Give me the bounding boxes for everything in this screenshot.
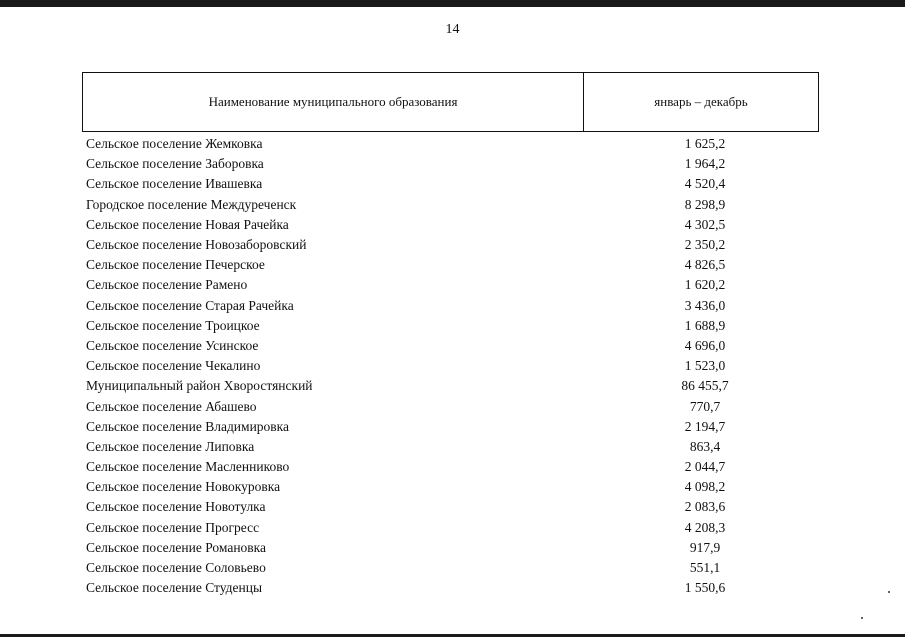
table-row xyxy=(86,437,819,457)
period-value: 863,4 xyxy=(689,438,721,454)
period-value: 4 826,5 xyxy=(684,257,726,273)
municipality-name: Сельское поселение Жемковка xyxy=(86,136,263,152)
table-row xyxy=(86,558,819,578)
table-row xyxy=(86,215,819,235)
table-row xyxy=(86,376,819,396)
period-value: 1 523,0 xyxy=(684,358,726,374)
municipality-name: Сельское поселение Абашево xyxy=(86,398,257,414)
municipality-name: Сельское поселение Новотулка xyxy=(86,499,266,515)
scan-speck xyxy=(861,617,863,619)
bottom-scan-border xyxy=(0,634,905,637)
table-row xyxy=(86,417,819,437)
period-value: 4 520,4 xyxy=(684,176,726,192)
period-value: 8 298,9 xyxy=(684,196,726,212)
municipality-name: Сельское поселение Старая Рачейка xyxy=(86,297,294,313)
period-value: 1 620,2 xyxy=(684,277,726,293)
period-value: 4 208,3 xyxy=(684,519,726,535)
period-value: 2 194,7 xyxy=(684,418,726,434)
municipality-name: Сельское поселение Студенцы xyxy=(86,580,263,596)
municipality-name: Сельское поселение Романовка xyxy=(86,539,267,555)
period-value: 2 044,7 xyxy=(684,459,726,475)
period-value: 4 696,0 xyxy=(684,337,726,353)
table-header xyxy=(82,72,819,132)
table-row xyxy=(86,195,819,215)
table-row xyxy=(86,275,819,295)
period-value: 1 964,2 xyxy=(684,156,726,172)
period-value: 1 625,2 xyxy=(684,136,726,152)
period-value: 917,9 xyxy=(689,539,721,555)
table-row xyxy=(86,356,819,376)
period-value: 2 350,2 xyxy=(684,237,726,253)
table-row xyxy=(86,235,819,255)
table-row xyxy=(86,538,819,558)
table-row xyxy=(86,154,819,174)
period-value: 4 098,2 xyxy=(684,479,726,495)
municipality-name: Сельское поселение Соловьево xyxy=(86,560,266,576)
top-scan-border xyxy=(0,0,905,7)
period-value: 1 688,9 xyxy=(684,317,726,333)
table-body xyxy=(86,134,819,598)
municipality-name: Сельское поселение Заборовка xyxy=(86,156,264,172)
municipality-name: Муниципальный район Хворостянский xyxy=(86,378,313,394)
period-value: 4 302,5 xyxy=(684,216,726,232)
table-row xyxy=(86,578,819,598)
table-row xyxy=(86,316,819,336)
header-municipality-name: Наименование муниципального образования xyxy=(83,73,584,131)
municipality-name: Сельское поселение Липовка xyxy=(86,438,255,454)
municipality-name: Сельское поселение Рамено xyxy=(86,277,248,293)
municipality-name: Сельское поселение Троицкое xyxy=(86,317,260,333)
table-row xyxy=(86,477,819,497)
period-value: 3 436,0 xyxy=(684,297,726,313)
municipality-name: Сельское поселение Прогресс xyxy=(86,519,260,535)
table-row xyxy=(86,296,819,316)
municipality-name: Сельское поселение Печерское xyxy=(86,257,265,273)
header-period: январь – декабрь xyxy=(654,94,748,109)
period-value: 2 083,6 xyxy=(684,499,726,515)
municipality-name: Сельское поселение Новокуровка xyxy=(86,479,281,495)
municipality-name: Сельское поселение Ивашевка xyxy=(86,176,263,192)
municipality-name: Сельское поселение Новозаборовский xyxy=(86,237,307,253)
municipality-name: Сельское поселение Чекалино xyxy=(86,358,261,374)
table-row xyxy=(86,396,819,416)
period-value: 86 455,7 xyxy=(681,378,729,394)
period-value: 770,7 xyxy=(689,398,721,414)
municipality-name: Сельское поселение Усинское xyxy=(86,337,259,353)
municipality-name: Сельское поселение Масленниково xyxy=(86,459,290,475)
table-row xyxy=(86,134,819,154)
table-row xyxy=(86,336,819,356)
page-number: 14 xyxy=(445,22,460,37)
period-value: 1 550,6 xyxy=(684,580,726,596)
municipality-name: Городское поселение Междуреченск xyxy=(86,196,297,212)
period-value: 551,1 xyxy=(689,560,721,576)
table-row xyxy=(86,497,819,517)
table-row xyxy=(86,174,819,194)
table-row xyxy=(86,255,819,275)
municipality-name: Сельское поселение Владимировка xyxy=(86,418,290,434)
table-row xyxy=(86,457,819,477)
municipality-name: Сельское поселение Новая Рачейка xyxy=(86,216,289,232)
scan-speck xyxy=(888,591,890,593)
table-row xyxy=(86,518,819,538)
